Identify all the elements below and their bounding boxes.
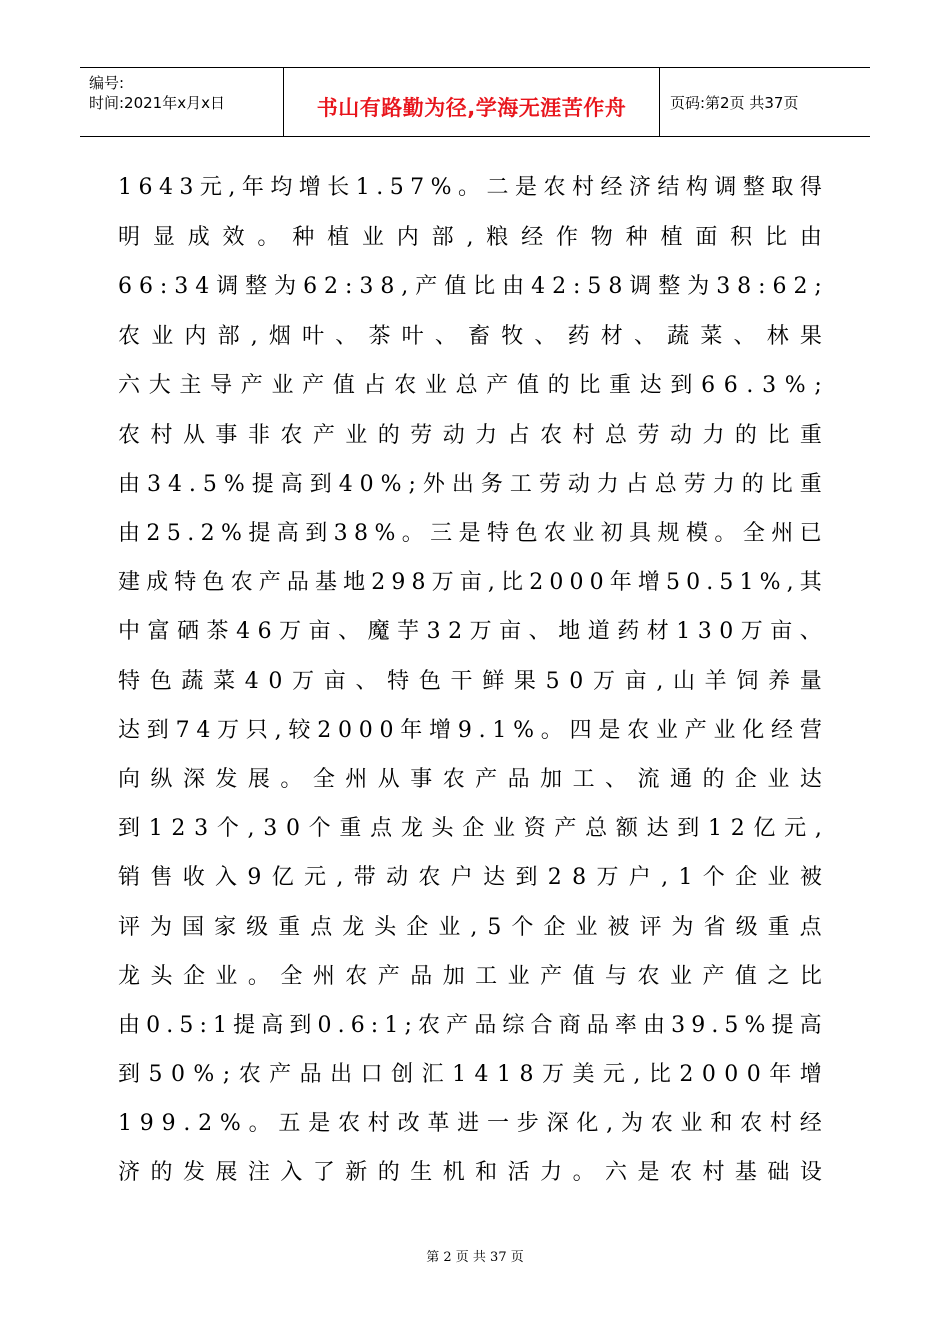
body-line: 向 纵 深 发 展 。 全 州 从 事 农 产 品 加 工 、 流 通 的 企 业 达	[118, 767, 822, 792]
body-line: 中 富 硒 茶 4 6 万 亩 、 魔 芋 3 2 万 亩 、 地 道 药 材 1 3 0 万 亩 、	[118, 619, 822, 644]
body-line: 1 6 4 3 元 , 年 均 增 长 1 . 5 7 % 。 二 是 农 村 经 济 结 构 调 整 取 得	[118, 175, 822, 200]
page-footer: 第 2 页 共 37 页	[426, 1250, 524, 1265]
body-line: 农 业 内 部 , 烟 叶 、 茶 叶 、 畜 牧 、 药 材 、 蔬 菜 、 林 果	[118, 324, 822, 349]
body-line: 特 色 蔬 菜 4 0 万 亩 、 特 色 干 鲜 果 5 0 万 亩 , 山 羊 饲 养 量	[118, 669, 822, 694]
body-line: 到 1 2 3 个 , 3 0 个 重 点 龙 头 企 业 资 产 总 额 达 到 1 2 亿 元 ,	[118, 816, 822, 841]
body-line: 济 的 发 展 注 入 了 新 的 生 机 和 活 力 。 六 是 农 村 基 础 设	[118, 1160, 822, 1185]
body-line: 建 成 特 色 农 产 品 基 地 2 9 8 万 亩 , 比 2 0 0 0 年 增 5 0 . 5 1 % , 其	[118, 570, 822, 595]
body-line: 农 村 从 事 非 农 产 业 的 劳 动 力 占 农 村 总 劳 动 力 的 比 重	[118, 423, 822, 448]
body-line: 6 6 : 3 4 调 整 为 6 2 : 3 8 , 产 值 比 由 4 2 : 5 8 调 整 为 3 8 : 6 2 ;	[118, 274, 822, 299]
body-line: 龙 头 企 业 。 全 州 农 产 品 加 工 业 产 值 与 农 业 产 值 之 比	[118, 964, 822, 989]
body-line: 达 到 7 4 万 只 , 较 2 0 0 0 年 增 9 . 1 % 。 四 是 农 业 产 业 化 经 营	[118, 718, 822, 743]
body-line: 明 显 成 效 。 种 植 业 内 部 , 粮 经 作 物 种 植 面 积 比 由	[118, 225, 822, 250]
header-page-info: 页码:第2页 共37页	[670, 94, 799, 112]
body-line: 由 2 5 . 2 % 提 高 到 3 8 % 。 三 是 特 色 农 业 初 具 规 模 。 全 州 已	[118, 521, 822, 546]
body-line: 评 为 国 家 级 重 点 龙 头 企 业 , 5 个 企 业 被 评 为 省 级 重 点	[118, 915, 822, 940]
body-line: 1 9 9 . 2 % 。 五 是 农 村 改 革 进 一 步 深 化 , 为 农 业 和 农 村 经	[118, 1111, 822, 1136]
header-motto: 书山有路勤为径,学海无涯苦作舟	[316, 96, 627, 120]
page-header-table	[80, 67, 870, 137]
body-line: 到 5 0 % ; 农 产 品 出 口 创 汇 1 4 1 8 万 美 元 , 比 2 0 0 0 年 增	[118, 1062, 822, 1087]
document-time-label: 时间:2021年x月x日	[89, 94, 225, 112]
header-meta-cell	[80, 68, 284, 136]
header-page-cell	[660, 68, 870, 136]
header-motto-cell	[284, 68, 660, 136]
body-line: 由 0 . 5 : 1 提 高 到 0 . 6 : 1 ; 农 产 品 综 合 商 品 率 由 3 9 . 5 % 提 高	[118, 1013, 822, 1038]
body-line: 六 大 主 导 产 业 产 值 占 农 业 总 产 值 的 比 重 达 到 6 6 . 3 % ;	[118, 373, 822, 398]
body-line: 由 3 4 . 5 % 提 高 到 4 0 % ; 外 出 务 工 劳 动 力 占 总 劳 力 的 比 重	[118, 472, 822, 497]
document-number-label: 编号:	[89, 74, 125, 92]
body-line: 销 售 收 入 9 亿 元 , 带 动 农 户 达 到 2 8 万 户 , 1 个 企 业 被	[118, 865, 822, 890]
